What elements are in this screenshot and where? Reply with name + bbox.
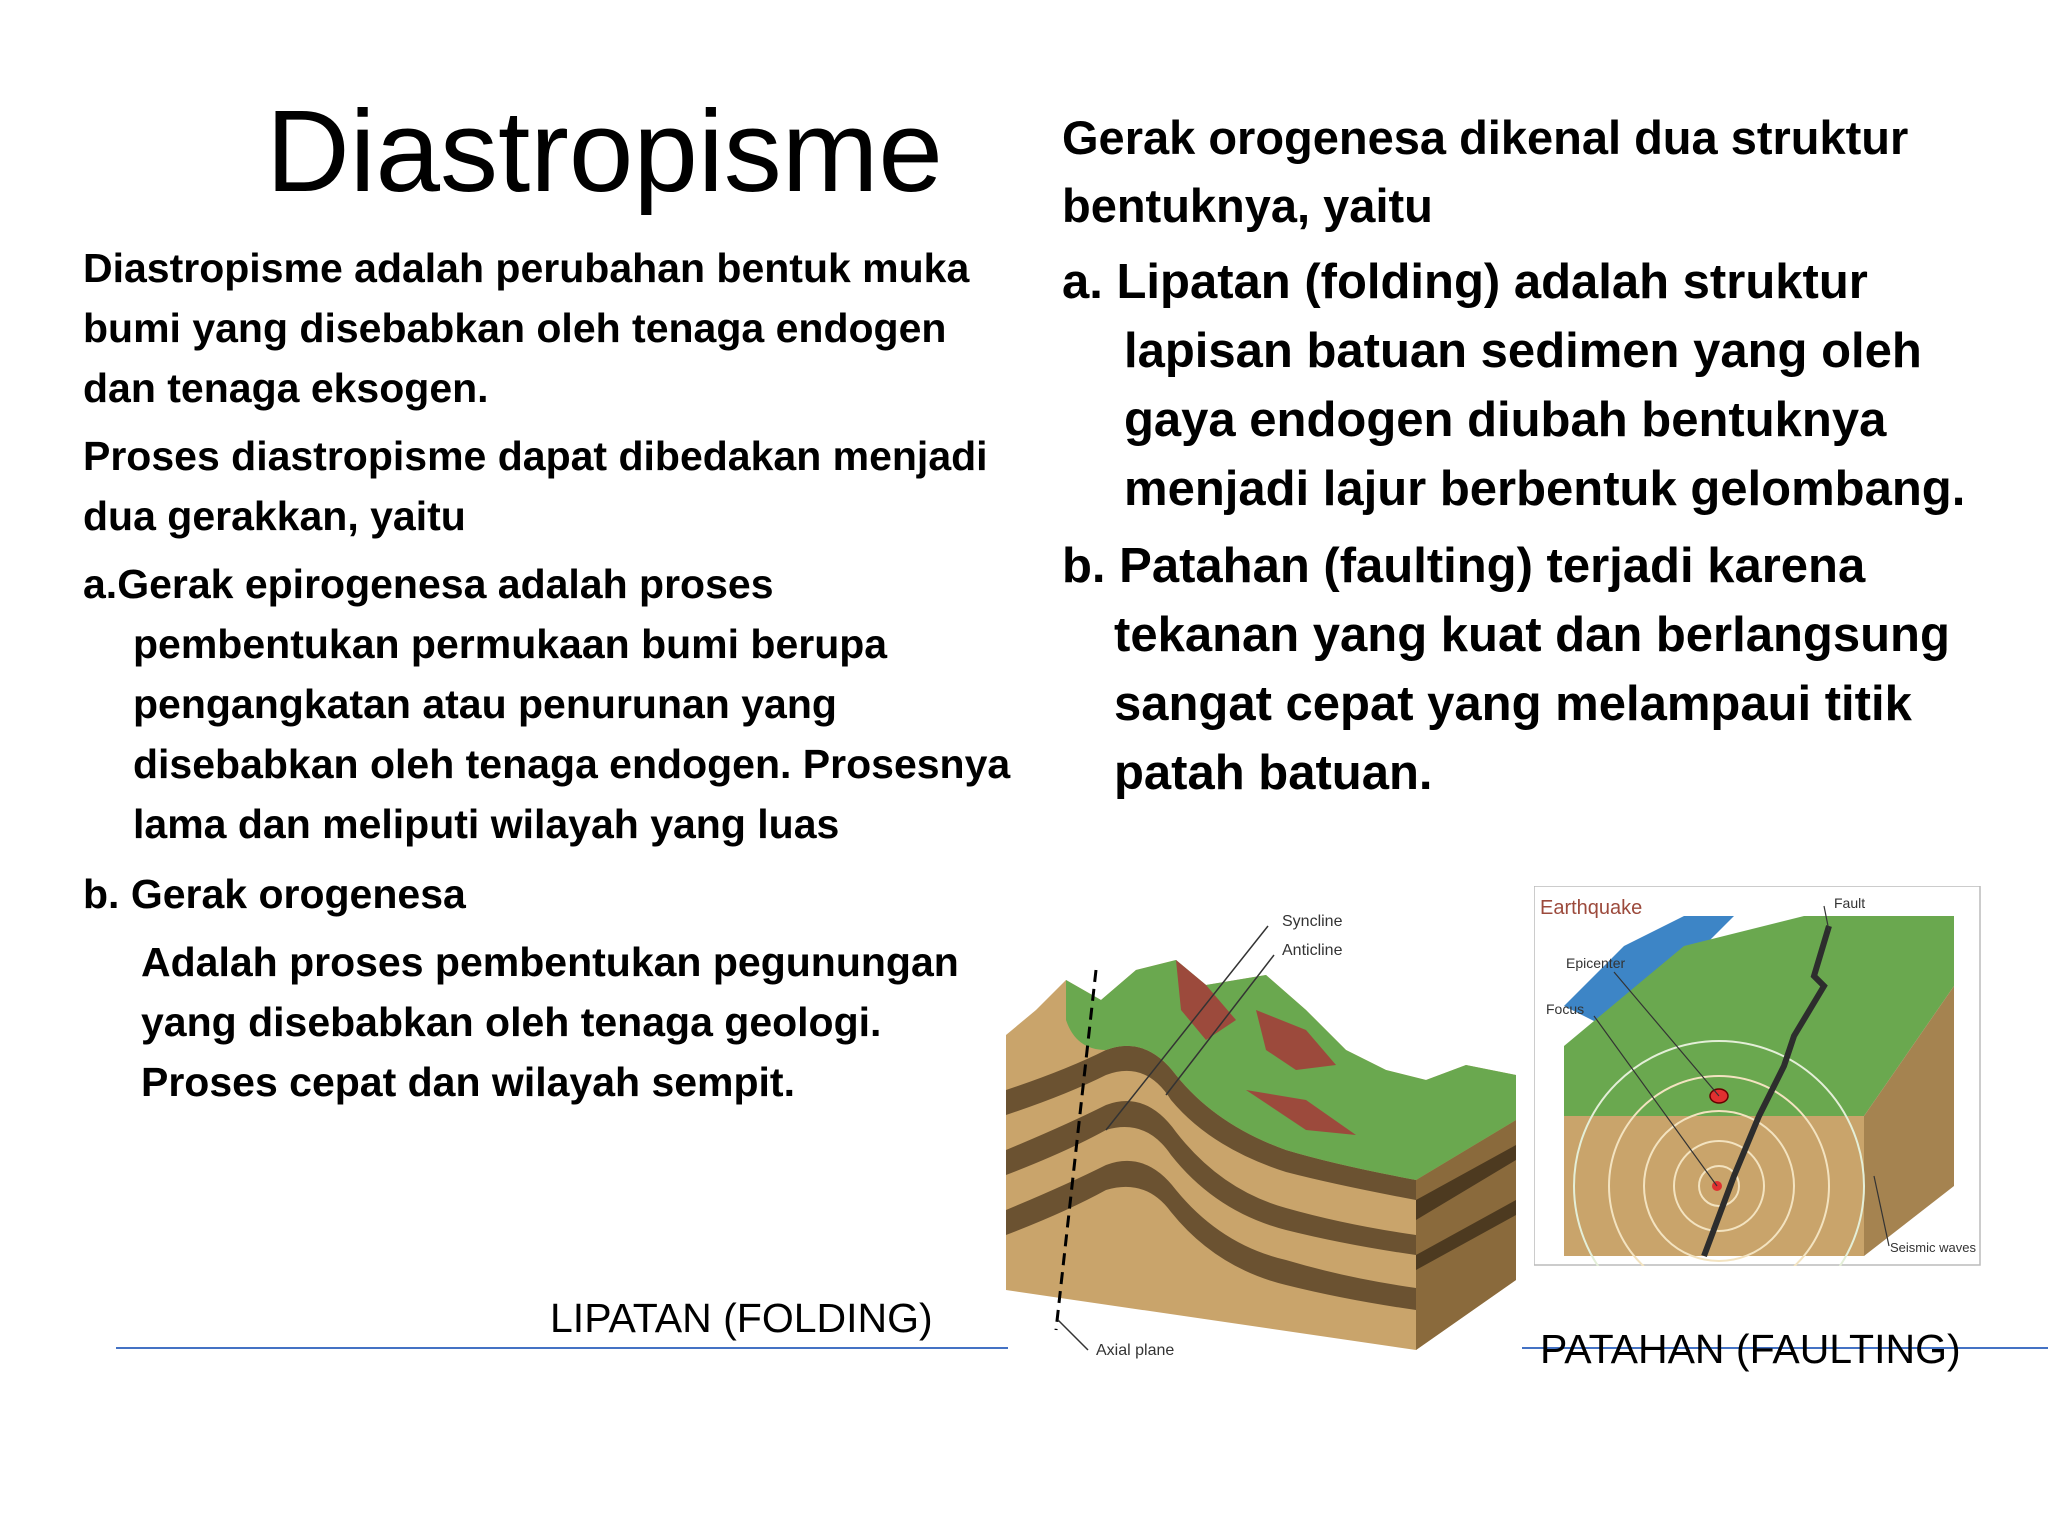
earthquake-label: Earthquake — [1540, 897, 1643, 919]
left-column — [83, 238, 1013, 1112]
axial-leader — [1058, 1320, 1088, 1350]
epicenter-label: Epicenter — [1566, 955, 1626, 971]
epirogenesa-paragraph: a.Gerak epirogenesa adalah proses pembentukan permukaan bumi berupa pengangkatan atau penurunan yang disebabkan oleh tenaga endogen. Prosesnya lama dan meliputi wilayah yang luas — [83, 561, 1011, 847]
focus-label: Focus — [1546, 1001, 1585, 1017]
orogenesa-paragraph: Adalah proses pembentukan pegunungan yang disebabkan oleh tenaga geologi. Proses cepat dan wilayah sempit. — [141, 939, 959, 1105]
faulting-illustration — [1534, 886, 1981, 1266]
folding-caption: LIPATAN (FOLDING) — [550, 1295, 933, 1341]
right-column — [1062, 104, 2002, 808]
faulting-caption: PATAHAN (FAULTING) — [1540, 1326, 1961, 1372]
faulting-diagram — [1534, 886, 1981, 1266]
folding-diagram — [1006, 900, 1520, 1360]
fault-label: Fault — [1834, 895, 1866, 911]
syncline-label: Syncline — [1282, 913, 1343, 930]
folding-illustration — [1006, 900, 1520, 1360]
patahan-paragraph: b. Patahan (faulting) terjadi karena tekanan yang kuat dan berlangsung sangat cepat yang melampaui titik patah batuan. — [1062, 539, 1950, 800]
orogenesa-heading: b. Gerak orogenesa — [83, 871, 466, 917]
definition-paragraph: Diastropisme adalah perubahan bentuk muka bumi yang disebabkan oleh tenaga endogen dan tenaga eksogen. — [83, 245, 970, 411]
orogenesa-structures-intro: Gerak orogenesa dikenal dua struktur bentuknya, yaitu — [1062, 111, 1909, 232]
process-paragraph: Proses diastropisme dapat dibedakan menjadi dua gerakkan, yaitu — [83, 433, 988, 539]
folding-caption-line — [116, 1347, 1008, 1349]
anticline-label: Anticline — [1282, 942, 1343, 959]
axial-plane-label: Axial plane — [1096, 1342, 1175, 1359]
seismic-waves-label: Seismic waves — [1890, 1240, 1976, 1255]
lipatan-paragraph: a. Lipatan (folding) adalah struktur lapisan batuan sedimen yang oleh gaya endogen diubah bentuknya menjadi lajur berbentuk gelombang. — [1062, 255, 1966, 516]
slide-title: Diastropisme — [266, 86, 943, 216]
